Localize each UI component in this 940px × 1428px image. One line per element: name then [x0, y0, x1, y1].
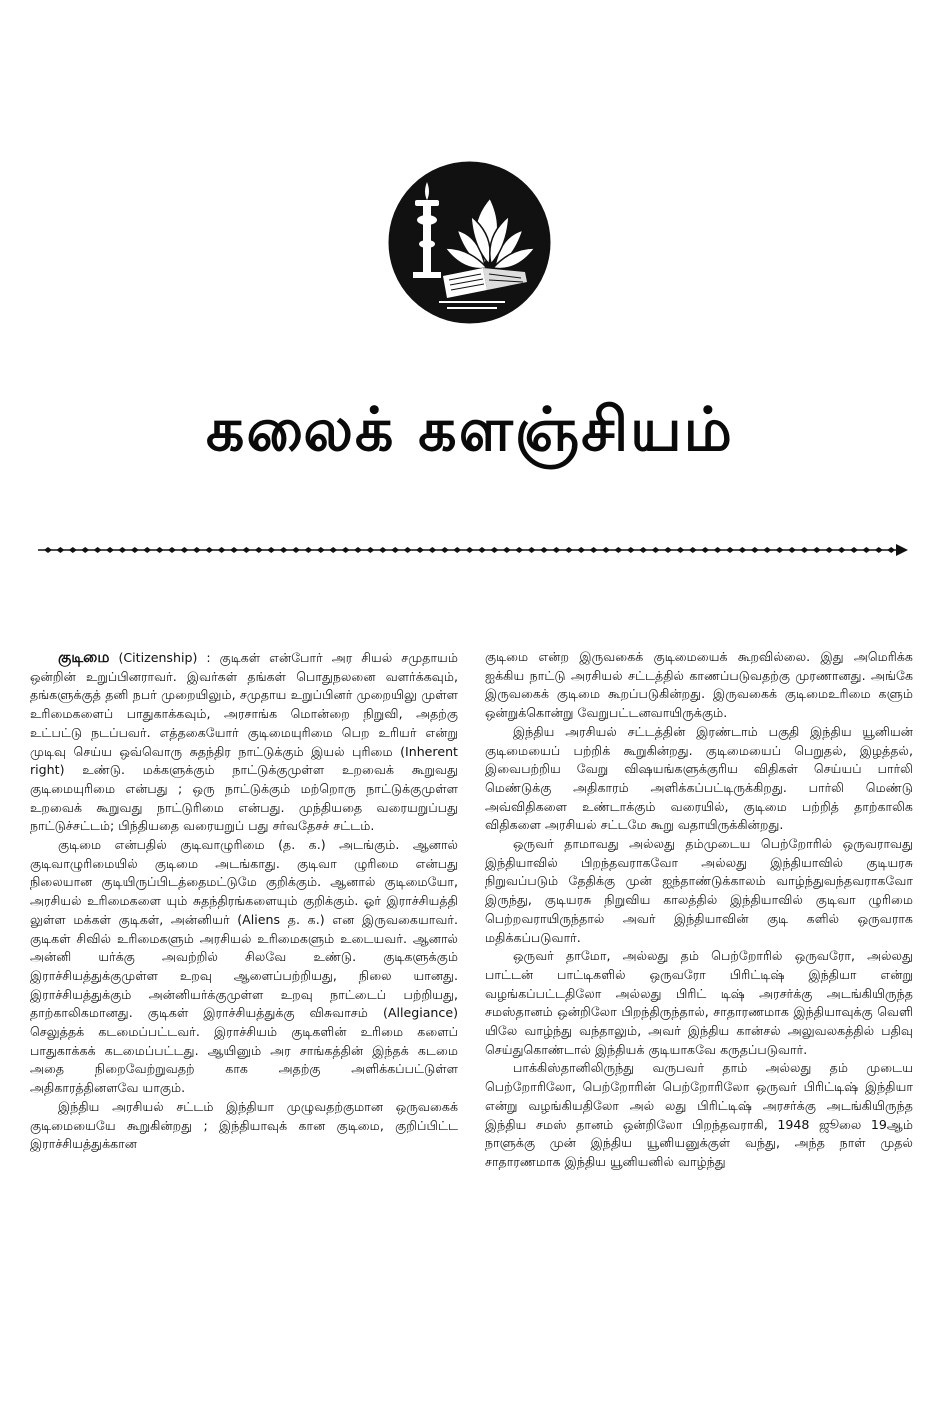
divider-diamond: [887, 547, 895, 553]
divider-diamond: [118, 547, 126, 553]
divider-diamond: [776, 547, 784, 553]
divider-diamond: [242, 547, 250, 553]
divider-diamond: [366, 547, 374, 553]
divider-diamond: [478, 547, 486, 553]
divider-diamond: [379, 547, 387, 553]
entry-headword: குடிமை: [58, 648, 110, 666]
divider-diamond: [652, 547, 660, 553]
divider-diamond: [304, 547, 312, 553]
divider-diamond: [503, 547, 511, 553]
divider-diamond: [329, 547, 337, 553]
divider-diamond: [577, 547, 585, 553]
divider-diamond: [515, 547, 523, 553]
divider-diamond: [850, 547, 858, 553]
left-text-column: [30, 648, 458, 1154]
divider-diamond: [56, 547, 64, 553]
divider-diamond: [69, 547, 77, 553]
divider-diamond: [428, 547, 436, 553]
divider-diamond: [81, 547, 89, 553]
divider-diamond: [875, 547, 883, 553]
lamp-lotus-book-emblem-icon: [387, 160, 552, 325]
divider-diamond: [800, 547, 808, 553]
divider-diamond: [590, 547, 598, 553]
divider-diamond: [528, 547, 536, 553]
divider-diamond: [292, 547, 300, 553]
entry-paragraph: பாக்கிஸ்தானிலிருந்து வருபவர் தாம் அல்லது தம் முடைய பெற்றோரிலோ, பெற்றோரின் பெற்றோரிலோ ஒருவர் பிரிட்டிஷ் இந்தியா என்று வழங்கியதிலோ அல் லது பிரிட்டிஷ் அரசர்க்கு அடங்கியிருந்த இந்திய சமஸ் தானம் ஒன்றிலோ பிறந்தவராகி, 1948 ஜூலை 19ஆம் நாளுக்கு முன் இந்திய யூனியனுக்குள் வந்து, அந்த நாள் முதல் சாதாரணமாக இந்திய யூனியனில் வாழ்ந்து: [485, 1060, 913, 1169]
entry-paragraph: ஒருவர் தாமோ, அல்லது தம் பெற்றோரில் ஒருவரோ, அல்லது பாட்டன் பாட்டிகளில் ஒருவரோ பிரிட்டிஷ் இந்தியா என்று வழங்கப்பட்டதிலோ அல்லது பிரிட் டிஷ் அரசர்க்கு அடங்கியிருந்த சமஸ்தானம் ஒன்றிலோ பிறந்திருந்தால், சாதாரணமாக இந்தியாவுக்கு வெளி யிலே வாழ்ந்து வந்தாலும், அவர் இந்திய கான்சல் அலுவலகத்தில் பதிவு செய்துகொண்டால் இந்தியக் குடியாகவே கருதப்படுவார்.: [485, 948, 913, 1057]
divider-diamond: [490, 547, 498, 553]
divider-diamond: [862, 547, 870, 553]
divider-diamond: [614, 547, 622, 553]
divider-diamond: [94, 547, 102, 553]
divider-diamond: [788, 547, 796, 553]
entry-paragraph: குடிமை என்பதில் குடிவாழுரிமை (த. க.) அடங்கும். ஆனால் குடிவாழுரிமையில் குடிமை அடங்காது. குடிவா ழுரிமை என்பது நிலையான குடியிருப்பிடத்தைமட்டுமே குறிக்கும். ஆனால் குடிமையோ, அரசியல் உரிமைகளை யும் சுதந்திரங்களையும் குறிக்கும். ஓர் இராச்சியத்தி லுள்ள மக்கள் குடிகள், அன்னியர் (Aliens த. க.) என இருவகையாவர். குடிகள் சிவில் உரிமைகளும் அரசியல் உரிமைகளும் உடையவர். ஆனால் அன்னி யர்க்கு அவற்றில் சிலவே உண்டு. குடிகளுக்கும் இராச்சியத்துக்குமுள்ள உறவு ஆளைப்பற்றியது, நிலை யானது. இராச்சியத்துக்கும் அன்னியர்க்குமுள்ள உறவு நாட்டைப் பற்றியது, தாற்காலிகமானது. குடிகள் இராச்சியத்துக்கு விசுவாசம் (Allegiance) செலுத்தக் கடமைப்பட்டவர். இராச்சியம் குடிகளின் உரிமை களைப் பாதுகாக்கக் கடமைப்பட்டது. ஆயினும் அர சாங்கத்தின் இந்தக் கடமை அதை நிறைவேற்றுவதற் காக அதற்கு அளிக்கப்பட்டுள்ள அதிகாரத்தினளவே யாகும்.: [30, 837, 458, 1096]
book-title: கலைக் களஞ்சியம்: [206, 395, 734, 465]
divider-diamond: [689, 547, 697, 553]
divider-diamond: [131, 547, 139, 553]
divider-diamond: [255, 547, 263, 553]
divider-diamond: [168, 547, 176, 553]
divider-diamond: [639, 547, 647, 553]
divider-diamond: [825, 547, 833, 553]
divider-diamond: [552, 547, 560, 553]
entry-paragraph: இந்திய அரசியல் சட்டம் இந்தியா முழுவதற்குமான ஒருவகைக் குடிமையையே கூறுகின்றது ; இந்தியாவுக் கான குடிமை, குறிப்பிட்ட இராச்சியத்துக்கான: [30, 1098, 458, 1152]
divider-diamond: [193, 547, 201, 553]
divider-diamond: [205, 547, 213, 553]
divider-diamond: [342, 547, 350, 553]
entry-paragraph: இந்திய அரசியல் சட்டத்தின் இரண்டாம் பகுதி இந்திய யூனியன் குடிமையைப் பற்றிக் கூறுகின்றது. குடிமையைப் பெறுதல், இழத்தல், இவைபற்றிய வேறு விஷயங்களுக்குரிய விதிகள் செய்யப் பார்லி மெண்டுக்கு அதிகாரம் அளிக்கப்பட்டிருக்கிறது. பார்லி மெண்டு அவ்விதிகளை உண்டாக்கும் வரையில், குடிமை பற்றித் தாற்காலிக விதிகளை அரசியல் சட்டமே கூறு வதாயிருக்கின்றது.: [485, 723, 913, 833]
divider-diamond: [106, 547, 114, 553]
divider-diamond: [676, 547, 684, 553]
divider-diamond: [751, 547, 759, 553]
divider-diamond: [763, 547, 771, 553]
divider-diamond: [565, 547, 573, 553]
divider-diamond: [280, 547, 288, 553]
divider-diamond: [44, 547, 52, 553]
divider-diamond: [453, 547, 461, 553]
divider-diamond: [714, 547, 722, 553]
divider-diamond: [416, 547, 424, 553]
divider-diamond: [627, 547, 635, 553]
divider-diamond: [391, 547, 399, 553]
divider-diamond: [404, 547, 412, 553]
divider-diamond: [218, 547, 226, 553]
divider-diamond: [180, 547, 188, 553]
divider-diamond: [354, 547, 362, 553]
divider-diamond: [838, 547, 846, 553]
right-text-column: [485, 648, 913, 1172]
divider-diamond: [317, 547, 325, 553]
divider-diamond: [701, 547, 709, 553]
divider-diamond: [267, 547, 275, 553]
divider-diamond: [441, 547, 449, 553]
divider-diamond: [156, 547, 164, 553]
divider-diamond: [738, 547, 746, 553]
divider-diamond: [230, 547, 238, 553]
divider-diamond: [664, 547, 672, 553]
decorative-divider: [38, 540, 908, 560]
entry-paragraph: ஒருவர் தாமாவது அல்லது தம்முடைய பெற்றோரில் ஒருவராவது இந்தியாவில் பிறந்தவராகவோ அல்லது இந்தியாவில் குடியரசு நிறுவப்படும் தேதிக்கு முன் ஐந்தாண்டுக்காலம் வாழ்ந்துவந்தவராகவோ இருந்து, குடியரசு நிறுவிய காலத்தில் இந்தியாவில் குடிவா ழுரிமை பெற்றவராயிருந்தால் அவர் இந்தியாவின் குடி களில் ஒருவராக மதிக்கப்படுவார்.: [485, 836, 913, 945]
entry-paragraph-text: (Citizenship) : குடிகள் என்போர் அர சியல் சமுதாயம் ஒன்றின் உறுப்பினராவர். இவர்கள் தங்கள் பொதுநலனை வளர்க்கவும், தங்களுக்குத் தனி நபர் முறையிலும், சமுதாய உறுப்பினர் முறையிலு முள்ள உரிமைகளைப் பாதுகாக்கவும், அரசாங்க மொன்றை நிறுவி, அதற்கு உட்பட்டு நடப்பவர். எத்தகையோர் குடிமையுரிமை பெற உரியர் என்று முடிவு செய்ய ஒவ்வொரு சுதந்திர நாட்டுக்கும் இயல் புரிமை (Inherent right) உண்டு. மக்களுக்கும் நாட்டுக்குமுள்ள உறவைக் கூறுவது குடிமையுரிமை என்பது ; ஒரு நாட்டுக்கும் மற்றொரு நாட்டுக்குமுள்ள உறவைக் கூறுவது நாட்டுரிமை என்பது. முந்தியதை வரையறுப்பது நாட்டுச்சட்டம்; பிந்தியதை வரையறுப் பது சர்வதேசச் சட்டம்.: [30, 650, 458, 834]
divider-diamond: [726, 547, 734, 553]
divider-diamond: [540, 547, 548, 553]
entry-paragraph: [30, 648, 458, 836]
entry-paragraph: குடிமை என்ற இருவகைக் குடிமையைக் கூறவில்லை. இது அமெரிக்க ஐக்கிய நாட்டு அரசியல் சட்டத்தில் காணப்படுவதற்கு முரணானது. அங்கே இருவகைக் குடிமை கூறப்படுகின்றது. இருவகைக் குடிமைஉரிமை களும் ஒன்றுக்கொன்று வேறுபட்டனவாயிருக்கும்.: [485, 649, 913, 721]
divider-diamond: [813, 547, 821, 553]
divider-diamond: [602, 547, 610, 553]
divider-diamond: [466, 547, 474, 553]
divider-diamond: [143, 547, 151, 553]
